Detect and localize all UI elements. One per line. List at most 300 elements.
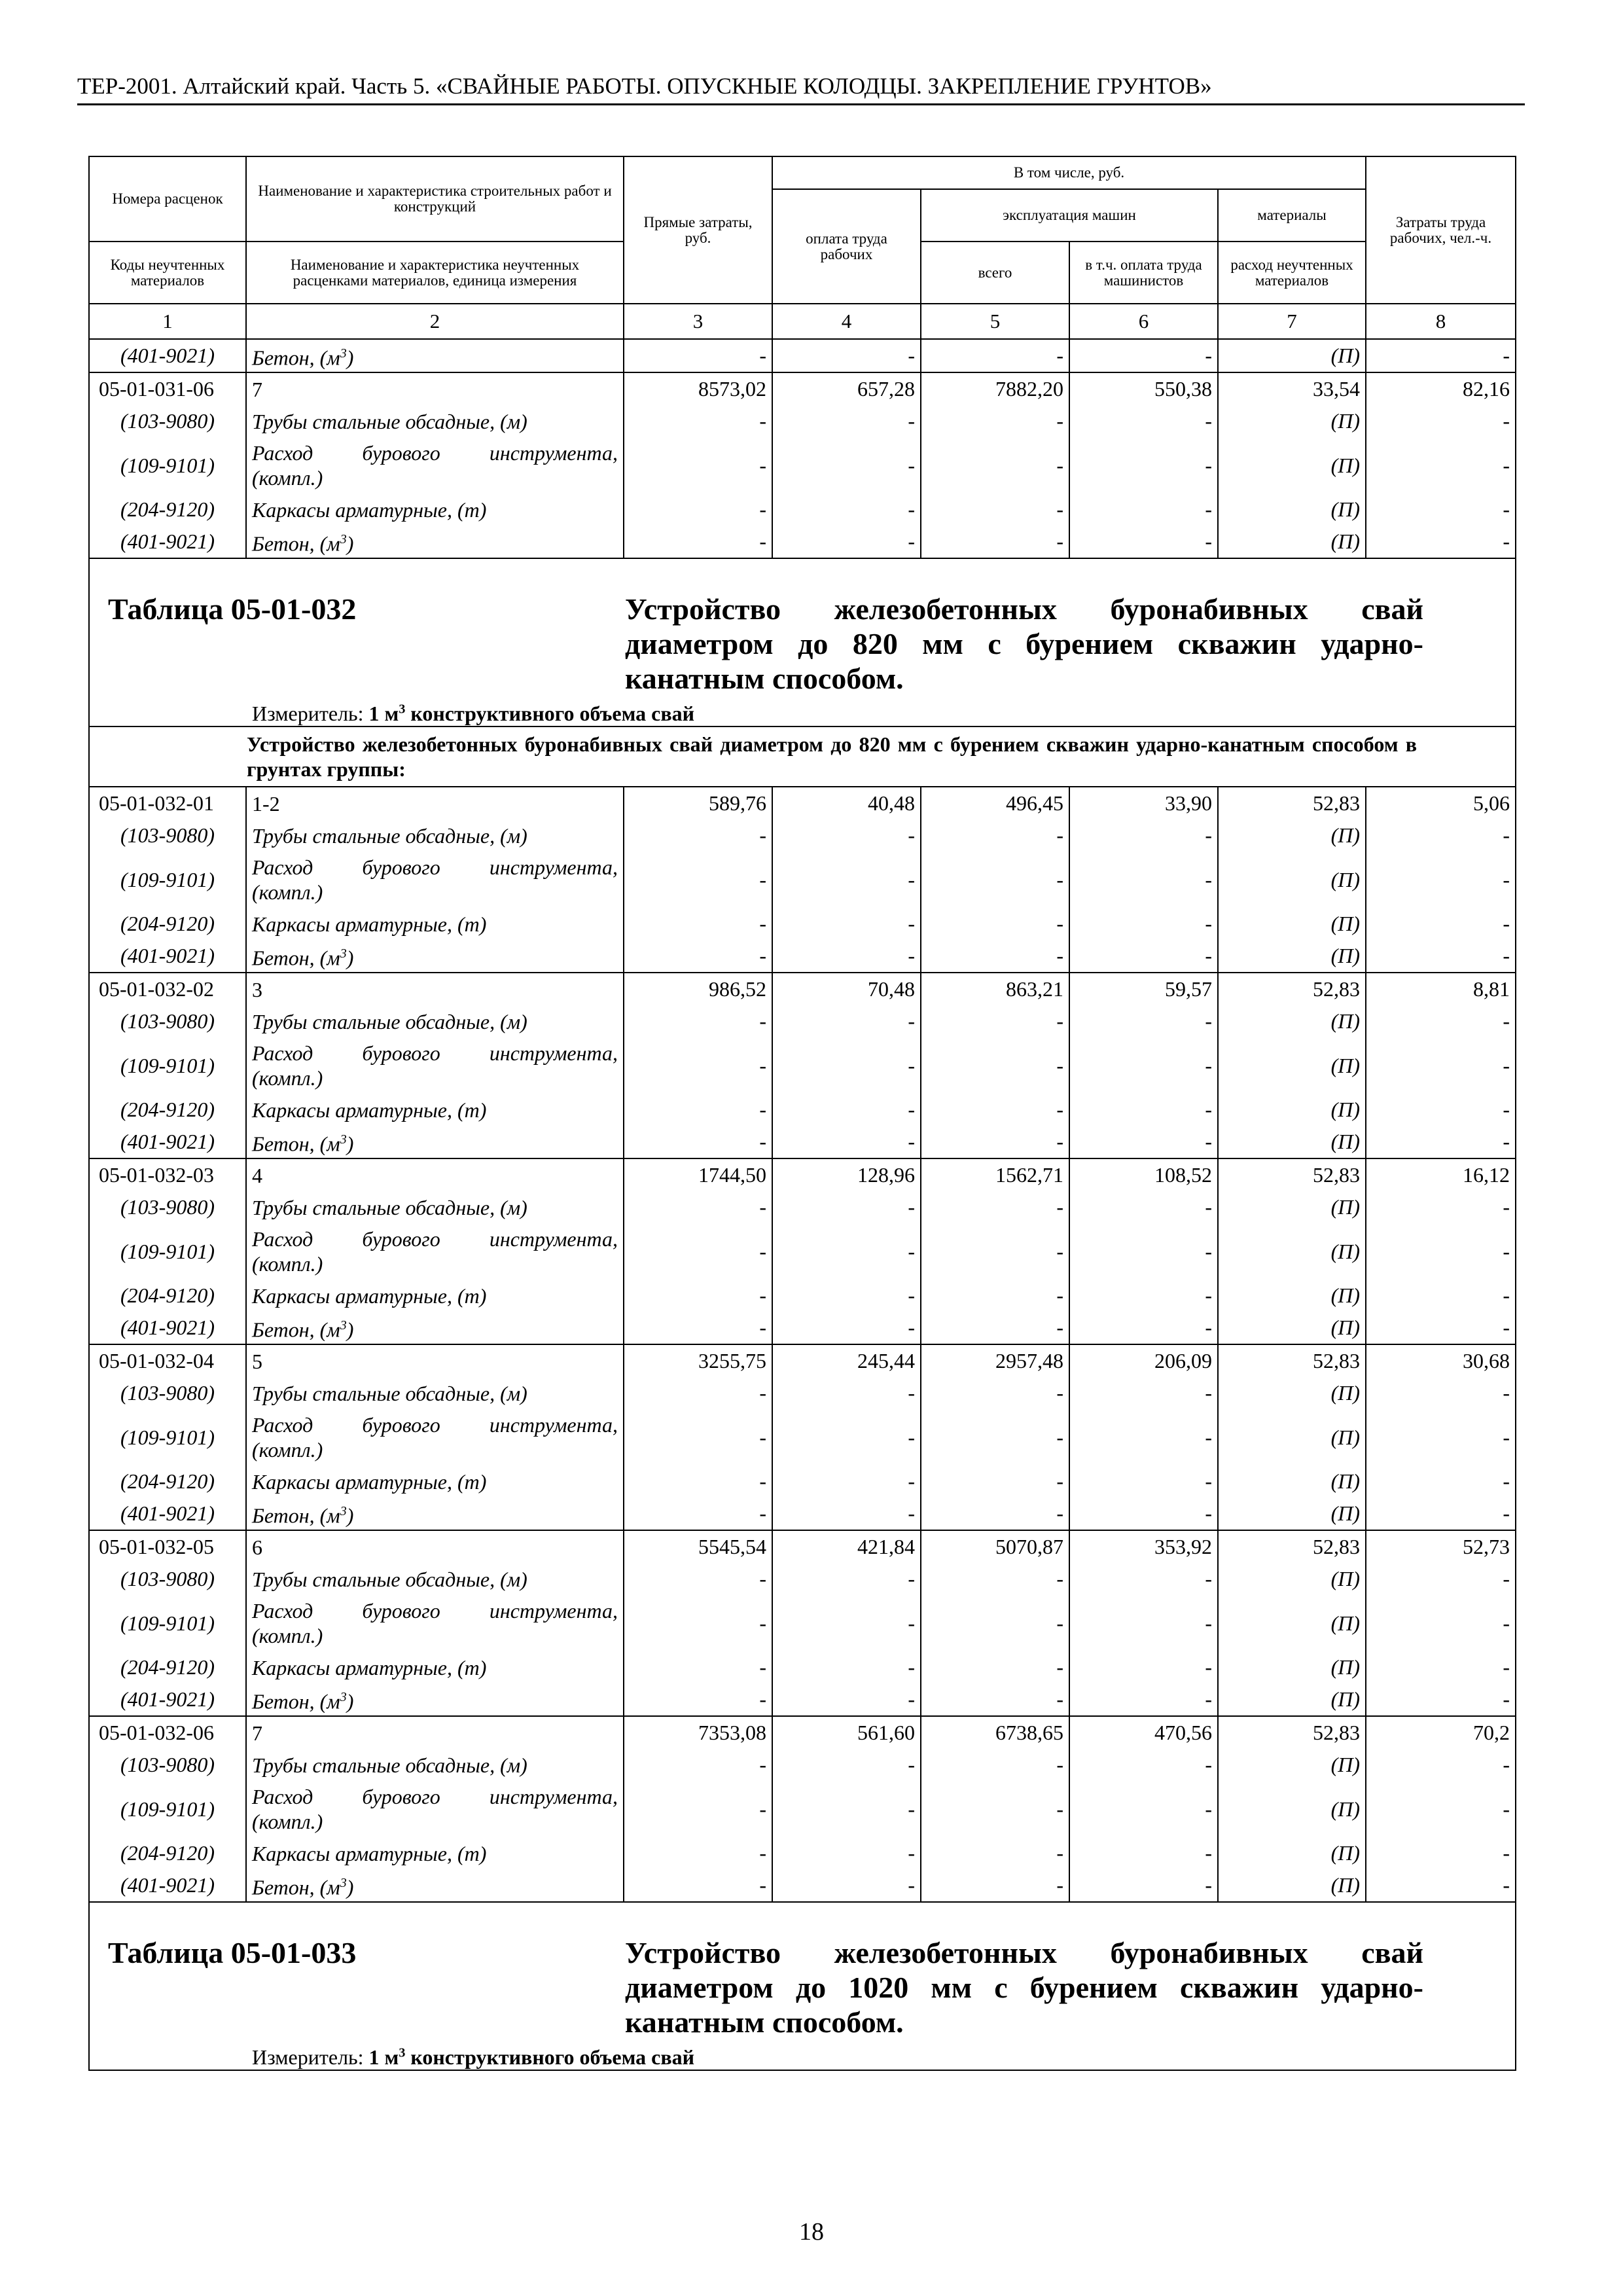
material-code: (109-9101) bbox=[89, 1595, 246, 1651]
materials-mark: (П) bbox=[1218, 437, 1366, 493]
material-code: (109-9101) bbox=[89, 1037, 246, 1094]
dash-cell: - bbox=[1069, 1409, 1218, 1465]
dash-cell: - bbox=[772, 1005, 921, 1037]
dash-cell: - bbox=[624, 1377, 772, 1409]
dash-cell: - bbox=[1366, 1595, 1516, 1651]
header-labor-pay: оплата труда рабочих bbox=[772, 189, 921, 304]
unit-superscript: 3 bbox=[340, 1132, 347, 1147]
dash-cell: - bbox=[921, 405, 1069, 437]
dash-cell: - bbox=[624, 1651, 772, 1683]
dash-cell: - bbox=[921, 1781, 1069, 1837]
machines-total: 863,21 bbox=[921, 973, 1069, 1005]
dash-cell: - bbox=[1366, 405, 1516, 437]
material-name bbox=[246, 1312, 624, 1344]
material-row bbox=[89, 339, 1516, 372]
dash-cell: - bbox=[1366, 1037, 1516, 1094]
materials-mark: (П) bbox=[1218, 1280, 1366, 1312]
dash-cell: - bbox=[921, 1749, 1069, 1781]
material-name bbox=[246, 1781, 624, 1837]
rates-table-frame bbox=[88, 156, 1515, 2071]
dash-cell: - bbox=[624, 1837, 772, 1869]
table-title: Устройство железобетонных буронабивных свай диаметром до 1020 мм с бурением скважин ударно-канатным способом. bbox=[625, 1936, 1423, 2039]
material-name: Каркасы арматурные, (т) bbox=[246, 1280, 624, 1312]
materials-consumption: 33,54 bbox=[1218, 372, 1366, 405]
dash-cell: - bbox=[624, 1312, 772, 1344]
dash-cell: - bbox=[624, 908, 772, 940]
dash-cell: - bbox=[1069, 1094, 1218, 1126]
dash-cell: - bbox=[1366, 1377, 1516, 1409]
column-number: 2 bbox=[246, 304, 624, 339]
material-row bbox=[89, 1837, 1516, 1869]
column-number: 5 bbox=[921, 304, 1069, 339]
materials-consumption: 52,83 bbox=[1218, 787, 1366, 819]
dash-cell: - bbox=[1366, 437, 1516, 493]
material-name: Трубы стальные обсадные, (м) bbox=[246, 1005, 624, 1037]
material-name-line: (компл.) bbox=[252, 880, 323, 904]
dash-cell: - bbox=[921, 852, 1069, 908]
dash-cell: - bbox=[1366, 526, 1516, 558]
dash-cell: - bbox=[921, 940, 1069, 973]
material-code: (103-9080) bbox=[89, 1191, 246, 1223]
rate-row bbox=[89, 787, 1516, 819]
material-name bbox=[246, 437, 624, 493]
unit-superscript: 3 bbox=[340, 1876, 347, 1891]
dash-cell: - bbox=[624, 1595, 772, 1651]
dash-cell: - bbox=[772, 1094, 921, 1126]
material-row bbox=[89, 1683, 1516, 1716]
unit-superscript: 3 bbox=[340, 346, 347, 361]
materials-consumption: 52,83 bbox=[1218, 1158, 1366, 1191]
dash-cell: - bbox=[1366, 1126, 1516, 1158]
material-row bbox=[89, 1595, 1516, 1651]
group-description: Устройство железобетонных буронабивных свай диаметром до 820 мм с бурением скважин ударно-канатным способом в грунтах группы: bbox=[89, 726, 1516, 787]
concrete-label: Бетон, (м bbox=[252, 1503, 340, 1528]
material-name: Каркасы арматурные, (т) bbox=[246, 908, 624, 940]
dash-cell: - bbox=[1366, 819, 1516, 852]
dash-cell: - bbox=[1069, 852, 1218, 908]
dash-cell: - bbox=[624, 339, 772, 372]
material-name bbox=[246, 1595, 624, 1651]
material-row bbox=[89, 819, 1516, 852]
dash-cell: - bbox=[624, 1191, 772, 1223]
dash-cell: - bbox=[1069, 1465, 1218, 1498]
header-rate-numbers: Номера расценок bbox=[89, 156, 246, 242]
dash-cell: - bbox=[1069, 339, 1218, 372]
material-name: Трубы стальные обсадные, (м) bbox=[246, 1191, 624, 1223]
material-row bbox=[89, 1869, 1516, 1902]
materials-mark: (П) bbox=[1218, 1223, 1366, 1280]
concrete-label: Бетон, (м bbox=[252, 346, 340, 370]
direct-costs: 1744,50 bbox=[624, 1158, 772, 1191]
material-row bbox=[89, 1377, 1516, 1409]
concrete-label-end: ) bbox=[346, 1503, 354, 1528]
labor-pay: 657,28 bbox=[772, 372, 921, 405]
labor-pay: 70,48 bbox=[772, 973, 921, 1005]
dash-cell: - bbox=[1069, 1005, 1218, 1037]
materials-mark: (П) bbox=[1218, 819, 1366, 852]
dash-cell: - bbox=[624, 1563, 772, 1595]
labor-hours: 82,16 bbox=[1366, 372, 1516, 405]
material-row bbox=[89, 1191, 1516, 1223]
rate-code: 05-01-032-03 bbox=[89, 1158, 246, 1191]
machines-total: 6738,65 bbox=[921, 1716, 1069, 1749]
header-machines-total: всего bbox=[921, 242, 1069, 304]
dash-cell: - bbox=[772, 1377, 921, 1409]
materials-mark: (П) bbox=[1218, 339, 1366, 372]
dash-cell: - bbox=[921, 1563, 1069, 1595]
material-code: (103-9080) bbox=[89, 405, 246, 437]
rate-name: 6 bbox=[246, 1530, 624, 1563]
dash-cell: - bbox=[921, 1005, 1069, 1037]
direct-costs: 5545,54 bbox=[624, 1530, 772, 1563]
labor-pay: 245,44 bbox=[772, 1344, 921, 1377]
dash-cell: - bbox=[921, 1126, 1069, 1158]
dash-cell: - bbox=[1069, 1837, 1218, 1869]
header-materials-consumption: расход неучтенных материалов bbox=[1218, 242, 1366, 304]
dash-cell: - bbox=[921, 1409, 1069, 1465]
material-row bbox=[89, 1037, 1516, 1094]
meter-unit: конструктивного объема свай bbox=[410, 702, 695, 725]
material-name-line: Расход бурового инструмента, bbox=[252, 1413, 618, 1437]
concrete-label-end: ) bbox=[346, 1318, 354, 1342]
material-name: Каркасы арматурные, (т) bbox=[246, 1837, 624, 1869]
dash-cell: - bbox=[1366, 1837, 1516, 1869]
rates-table bbox=[88, 156, 1516, 2071]
materials-mark: (П) bbox=[1218, 1312, 1366, 1344]
material-code: (401-9021) bbox=[89, 1683, 246, 1716]
table-title: Устройство железобетонных буронабивных свай диаметром до 820 мм с бурением скважин ударно-канатным способом. bbox=[625, 592, 1423, 695]
table-label: Таблица 05-01-032 bbox=[108, 592, 357, 626]
running-head: ТЕР-2001. Алтайский край. Часть 5. «СВАЙНЫЕ РАБОТЫ. ОПУСКНЫЕ КОЛОДЦЫ. ЗАКРЕПЛЕНИЕ ГРУНТОВ» bbox=[77, 73, 1525, 105]
material-name bbox=[246, 339, 624, 372]
dash-cell: - bbox=[921, 1280, 1069, 1312]
rate-code: 05-01-032-01 bbox=[89, 787, 246, 819]
labor-pay: 40,48 bbox=[772, 787, 921, 819]
material-name-line: Расход бурового инструмента, bbox=[252, 1041, 618, 1065]
direct-costs: 986,52 bbox=[624, 973, 772, 1005]
dash-cell: - bbox=[1069, 1223, 1218, 1280]
material-name bbox=[246, 940, 624, 973]
dash-cell: - bbox=[921, 1595, 1069, 1651]
material-code: (401-9021) bbox=[89, 1312, 246, 1344]
dash-cell: - bbox=[921, 1465, 1069, 1498]
dash-cell: - bbox=[624, 1223, 772, 1280]
concrete-label: Бетон, (м bbox=[252, 1689, 340, 1713]
material-name: Каркасы арматурные, (т) bbox=[246, 1465, 624, 1498]
meter-line bbox=[252, 702, 694, 726]
dash-cell: - bbox=[1366, 1683, 1516, 1716]
dash-cell: - bbox=[772, 1409, 921, 1465]
meter-label: Измеритель: bbox=[252, 2045, 364, 2069]
material-name: Трубы стальные обсадные, (м) bbox=[246, 1749, 624, 1781]
dash-cell: - bbox=[772, 1498, 921, 1530]
dash-cell: - bbox=[921, 437, 1069, 493]
material-code: (103-9080) bbox=[89, 1377, 246, 1409]
concrete-label-end: ) bbox=[346, 946, 354, 970]
material-row bbox=[89, 405, 1516, 437]
meter-label: Измеритель: bbox=[252, 702, 364, 725]
dash-cell: - bbox=[624, 1280, 772, 1312]
rate-row bbox=[89, 1344, 1516, 1377]
machines-total: 496,45 bbox=[921, 787, 1069, 819]
dash-cell: - bbox=[921, 1651, 1069, 1683]
material-row bbox=[89, 1223, 1516, 1280]
dash-cell: - bbox=[1366, 908, 1516, 940]
dash-cell: - bbox=[772, 852, 921, 908]
rate-name: 1-2 bbox=[246, 787, 624, 819]
direct-costs: 3255,75 bbox=[624, 1344, 772, 1377]
unit-superscript: 3 bbox=[340, 1690, 347, 1705]
materials-mark: (П) bbox=[1218, 1749, 1366, 1781]
material-name bbox=[246, 1683, 624, 1716]
labor-hours: 70,2 bbox=[1366, 1716, 1516, 1749]
materials-mark: (П) bbox=[1218, 526, 1366, 558]
dash-cell: - bbox=[921, 1837, 1069, 1869]
dash-cell: - bbox=[1069, 1037, 1218, 1094]
column-numbers bbox=[89, 304, 1516, 339]
dash-cell: - bbox=[624, 405, 772, 437]
group-row bbox=[89, 726, 1516, 787]
materials-mark: (П) bbox=[1218, 1005, 1366, 1037]
dash-cell: - bbox=[1069, 1377, 1218, 1409]
meter-value: 1 м bbox=[368, 2045, 399, 2069]
dash-cell: - bbox=[1366, 1312, 1516, 1344]
dash-cell: - bbox=[1069, 493, 1218, 526]
material-name-line: (компл.) bbox=[252, 1438, 323, 1462]
dash-cell: - bbox=[772, 1465, 921, 1498]
header-including: В том числе, руб. bbox=[772, 156, 1366, 189]
unit-superscript: 3 bbox=[340, 1318, 347, 1333]
table-body bbox=[89, 339, 1516, 2070]
dash-cell: - bbox=[1366, 1005, 1516, 1037]
material-row bbox=[89, 1280, 1516, 1312]
header-material-codes: Коды неучтенных материалов bbox=[89, 242, 246, 304]
material-code: (109-9101) bbox=[89, 1409, 246, 1465]
dash-cell: - bbox=[1069, 908, 1218, 940]
dash-cell: - bbox=[772, 1280, 921, 1312]
material-name: Трубы стальные обсадные, (м) bbox=[246, 819, 624, 852]
materials-mark: (П) bbox=[1218, 852, 1366, 908]
material-name-line: (компл.) bbox=[252, 1810, 323, 1833]
meter-value: 1 м bbox=[368, 702, 399, 725]
material-code: (204-9120) bbox=[89, 908, 246, 940]
rate-name: 7 bbox=[246, 1716, 624, 1749]
dash-cell: - bbox=[921, 1223, 1069, 1280]
dash-cell: - bbox=[1366, 1498, 1516, 1530]
dash-cell: - bbox=[1366, 1465, 1516, 1498]
material-name: Каркасы арматурные, (т) bbox=[246, 493, 624, 526]
rate-code: 05-01-032-05 bbox=[89, 1530, 246, 1563]
meter-line bbox=[252, 2045, 694, 2070]
dash-cell: - bbox=[772, 908, 921, 940]
labor-hours: 16,12 bbox=[1366, 1158, 1516, 1191]
material-code: (109-9101) bbox=[89, 852, 246, 908]
dash-cell: - bbox=[921, 526, 1069, 558]
machines-total: 7882,20 bbox=[921, 372, 1069, 405]
materials-mark: (П) bbox=[1218, 405, 1366, 437]
dash-cell: - bbox=[1366, 1409, 1516, 1465]
page-number: 18 bbox=[799, 2218, 824, 2246]
dash-cell: - bbox=[1366, 1563, 1516, 1595]
unit-superscript: 3 bbox=[399, 702, 406, 717]
material-name: Трубы стальные обсадные, (м) bbox=[246, 1563, 624, 1595]
material-name bbox=[246, 1037, 624, 1094]
dash-cell: - bbox=[624, 1005, 772, 1037]
material-name-line: (компл.) bbox=[252, 1066, 323, 1090]
material-row bbox=[89, 1749, 1516, 1781]
material-code: (109-9101) bbox=[89, 1781, 246, 1837]
header-material-names: Наименование и характеристика неучтенных расценками материалов, единица измерения bbox=[246, 242, 624, 304]
dash-cell: - bbox=[772, 405, 921, 437]
dash-cell: - bbox=[772, 493, 921, 526]
labor-hours: 30,68 bbox=[1366, 1344, 1516, 1377]
material-code: (204-9120) bbox=[89, 493, 246, 526]
dash-cell: - bbox=[624, 1498, 772, 1530]
dash-cell: - bbox=[624, 852, 772, 908]
dash-cell: - bbox=[624, 437, 772, 493]
dash-cell: - bbox=[1069, 1749, 1218, 1781]
rate-row bbox=[89, 372, 1516, 405]
materials-consumption: 52,83 bbox=[1218, 973, 1366, 1005]
dash-cell: - bbox=[1366, 339, 1516, 372]
dash-cell: - bbox=[921, 493, 1069, 526]
dash-cell: - bbox=[1069, 437, 1218, 493]
unit-superscript: 3 bbox=[340, 532, 347, 547]
material-row bbox=[89, 1498, 1516, 1530]
material-code: (401-9021) bbox=[89, 1869, 246, 1902]
machines-total: 5070,87 bbox=[921, 1530, 1069, 1563]
dash-cell: - bbox=[1366, 1094, 1516, 1126]
dash-cell: - bbox=[772, 1869, 921, 1902]
labor-pay: 421,84 bbox=[772, 1530, 921, 1563]
concrete-label-end: ) bbox=[346, 1875, 354, 1899]
concrete-label-end: ) bbox=[346, 531, 354, 556]
direct-costs: 589,76 bbox=[624, 787, 772, 819]
machines-total: 1562,71 bbox=[921, 1158, 1069, 1191]
material-row bbox=[89, 1651, 1516, 1683]
dash-cell: - bbox=[1366, 1280, 1516, 1312]
dash-cell: - bbox=[772, 1651, 921, 1683]
dash-cell: - bbox=[921, 1191, 1069, 1223]
header-direct-costs: Прямые затраты, руб. bbox=[624, 156, 772, 304]
material-code: (103-9080) bbox=[89, 1005, 246, 1037]
dash-cell: - bbox=[624, 1683, 772, 1716]
materials-mark: (П) bbox=[1218, 1037, 1366, 1094]
materials-mark: (П) bbox=[1218, 1595, 1366, 1651]
material-name bbox=[246, 1498, 624, 1530]
material-name: Трубы стальные обсадные, (м) bbox=[246, 405, 624, 437]
dash-cell: - bbox=[772, 1223, 921, 1280]
dash-cell: - bbox=[772, 1126, 921, 1158]
material-name-line: (компл.) bbox=[252, 1252, 323, 1276]
material-row bbox=[89, 1563, 1516, 1595]
materials-mark: (П) bbox=[1218, 1377, 1366, 1409]
rate-row bbox=[89, 1158, 1516, 1191]
dash-cell: - bbox=[1069, 1280, 1218, 1312]
unit-superscript: 3 bbox=[340, 1504, 347, 1519]
rate-name: 7 bbox=[246, 372, 624, 405]
table-title-row bbox=[89, 1902, 1516, 2070]
dash-cell: - bbox=[1069, 1191, 1218, 1223]
concrete-label: Бетон, (м bbox=[252, 1318, 340, 1342]
material-row bbox=[89, 908, 1516, 940]
operators-pay: 108,52 bbox=[1069, 1158, 1218, 1191]
dash-cell: - bbox=[1069, 819, 1218, 852]
dash-cell: - bbox=[624, 940, 772, 973]
materials-mark: (П) bbox=[1218, 1869, 1366, 1902]
operators-pay: 206,09 bbox=[1069, 1344, 1218, 1377]
material-row bbox=[89, 493, 1516, 526]
dash-cell: - bbox=[1366, 1869, 1516, 1902]
column-number: 8 bbox=[1366, 304, 1516, 339]
dash-cell: - bbox=[921, 1498, 1069, 1530]
material-name-line: (компл.) bbox=[252, 466, 323, 490]
header-labor-hours: Затраты труда рабочих, чел.-ч. bbox=[1366, 156, 1516, 304]
material-code: (103-9080) bbox=[89, 1749, 246, 1781]
machines-total: 2957,48 bbox=[921, 1344, 1069, 1377]
header-work-name: Наименование и характеристика строительных работ и конструкций bbox=[246, 156, 624, 242]
material-name bbox=[246, 1409, 624, 1465]
rate-row bbox=[89, 1716, 1516, 1749]
labor-hours: 52,73 bbox=[1366, 1530, 1516, 1563]
materials-mark: (П) bbox=[1218, 1651, 1366, 1683]
dash-cell: - bbox=[624, 1409, 772, 1465]
dash-cell: - bbox=[624, 526, 772, 558]
dash-cell: - bbox=[921, 1312, 1069, 1344]
dash-cell: - bbox=[624, 1749, 772, 1781]
concrete-label: Бетон, (м bbox=[252, 1132, 340, 1156]
dash-cell: - bbox=[1366, 1749, 1516, 1781]
dash-cell: - bbox=[772, 1837, 921, 1869]
material-code: (401-9021) bbox=[89, 1126, 246, 1158]
dash-cell: - bbox=[1069, 1651, 1218, 1683]
material-name-line: Расход бурового инструмента, bbox=[252, 1227, 618, 1251]
dash-cell: - bbox=[624, 1781, 772, 1837]
material-name: Трубы стальные обсадные, (м) bbox=[246, 1377, 624, 1409]
dash-cell: - bbox=[1069, 1498, 1218, 1530]
material-name-line: Расход бурового инструмента, bbox=[252, 1599, 618, 1623]
material-name-line: Расход бурового инструмента, bbox=[252, 855, 618, 879]
labor-pay: 561,60 bbox=[772, 1716, 921, 1749]
materials-consumption: 52,83 bbox=[1218, 1530, 1366, 1563]
materials-mark: (П) bbox=[1218, 1498, 1366, 1530]
material-code: (204-9120) bbox=[89, 1280, 246, 1312]
operators-pay: 33,90 bbox=[1069, 787, 1218, 819]
material-code: (401-9021) bbox=[89, 339, 246, 372]
dash-cell: - bbox=[624, 1037, 772, 1094]
dash-cell: - bbox=[772, 1749, 921, 1781]
meter-unit: конструктивного объема свай bbox=[410, 2045, 695, 2069]
materials-mark: (П) bbox=[1218, 493, 1366, 526]
material-name-line: Расход бурового инструмента, bbox=[252, 1785, 618, 1808]
rate-row bbox=[89, 973, 1516, 1005]
materials-mark: (П) bbox=[1218, 1683, 1366, 1716]
material-code: (109-9101) bbox=[89, 437, 246, 493]
concrete-label-end: ) bbox=[346, 346, 354, 370]
material-row bbox=[89, 1409, 1516, 1465]
dash-cell: - bbox=[921, 908, 1069, 940]
dash-cell: - bbox=[1069, 940, 1218, 973]
material-code: (204-9120) bbox=[89, 1094, 246, 1126]
direct-costs: 8573,02 bbox=[624, 372, 772, 405]
material-name bbox=[246, 526, 624, 558]
material-name-line: (компл.) bbox=[252, 1624, 323, 1647]
dash-cell: - bbox=[1069, 1126, 1218, 1158]
material-row bbox=[89, 852, 1516, 908]
dash-cell: - bbox=[772, 339, 921, 372]
material-row bbox=[89, 940, 1516, 973]
table-label: Таблица 05-01-033 bbox=[108, 1936, 357, 1969]
